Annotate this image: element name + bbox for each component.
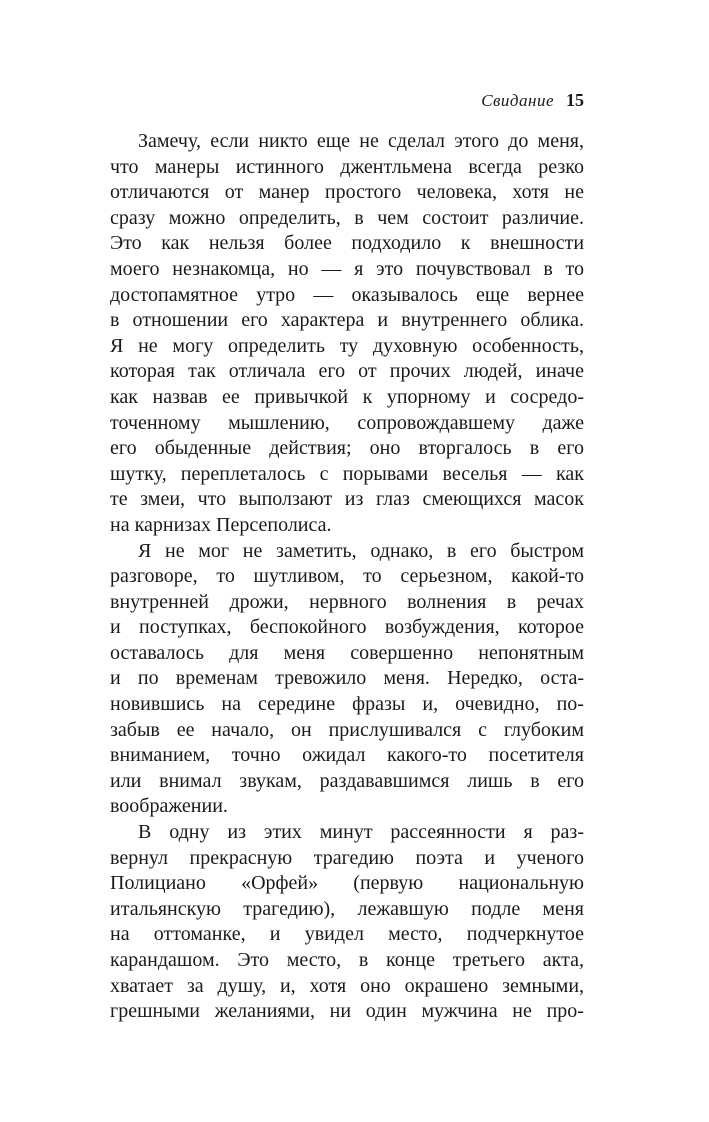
text-line: разговоре, то шутливом, то серьезном, какой-то [110, 565, 584, 588]
text-line: воображении. [110, 795, 228, 818]
text-line: как назвав ее привычкой к упорному и сосредо- [110, 385, 585, 408]
paragraph-1 [110, 129, 584, 539]
text-line: те змеи, что выползают из глаз смеющихся масок [110, 488, 584, 511]
paragraph-3 [110, 820, 584, 1025]
text-line: Я не могу определить ту духовную особенность, [110, 334, 584, 357]
text-line: карандашом. Это место, в конце третьего акта, [110, 949, 584, 971]
text-line: или внимал звукам, раздававшимся лишь в его [110, 769, 584, 792]
text-line: его обыденные действия; оно вторгалось в его [110, 437, 584, 460]
text-line: шутку, переплеталось с порывами веселья — как [110, 462, 584, 485]
text-line: сразу можно определить, в чем состоит различие. [110, 206, 585, 229]
paragraph-2 [110, 539, 584, 821]
text-line: хватает за душу, и, хотя оно окрашено земными, [110, 974, 585, 997]
text-line: что манеры истинного джентльмена всегда резко [110, 155, 585, 178]
text-line: которая так отличала его от прочих людей, иначе [110, 360, 584, 383]
text-line: Полициано «Орфей» (первую национальную [110, 872, 584, 895]
text-line: моего незнакомца, но — я это почувствовал в то [110, 257, 585, 280]
text-line: вниманием, точно ожидал какого-то посетителя [110, 744, 584, 767]
text-line: внутренней дрожи, нервного волнения в речах [110, 590, 584, 613]
text-line: Это как нельзя более подходило к внешности [110, 232, 585, 255]
running-header [110, 88, 584, 113]
text-line: грешными желаниями, ни один мужчина не про- [110, 1000, 584, 1023]
text-line: в отношении его характера и внутреннего облика. [110, 309, 584, 332]
text-line: на карнизах Персеполиса. [110, 513, 332, 536]
text-line: и по временам тревожило меня. Нередко, оста- [110, 667, 585, 690]
text-line: вернул прекрасную трагедию поэта и ученого [110, 846, 584, 869]
text-line: на оттоманке, и увидел место, подчеркнутое [110, 923, 585, 946]
text-line: В одну из этих минут рассеянности я раз- [138, 821, 584, 844]
text-line: оставалось для меня совершенно непонятным [110, 641, 584, 664]
page-number: 15 [566, 90, 584, 110]
text-body [110, 129, 584, 1025]
text-line: новившись на середине фразы и, очевидно, по- [110, 693, 584, 716]
text-line: Замечу, если никто еще не сделал этого до меня, [138, 130, 584, 152]
text-line: точенному мышлению, сопровождавшему даже [110, 411, 584, 434]
running-header-section-title: Свидание [481, 91, 554, 110]
text-line: итальянскую трагедию), лежавшую подле меня [110, 897, 584, 920]
text-line: отличаются от манер простого человека, хотя не [110, 181, 584, 204]
text-line: и поступках, беспокойного возбуждения, которое [110, 616, 585, 639]
text-line: Я не мог не заметить, однако, в его быстром [138, 539, 584, 562]
text-line: достопамятное утро — оказывалось еще вернее [110, 283, 585, 306]
text-line: забыв ее начало, он прислушивался с глубоким [110, 718, 585, 741]
